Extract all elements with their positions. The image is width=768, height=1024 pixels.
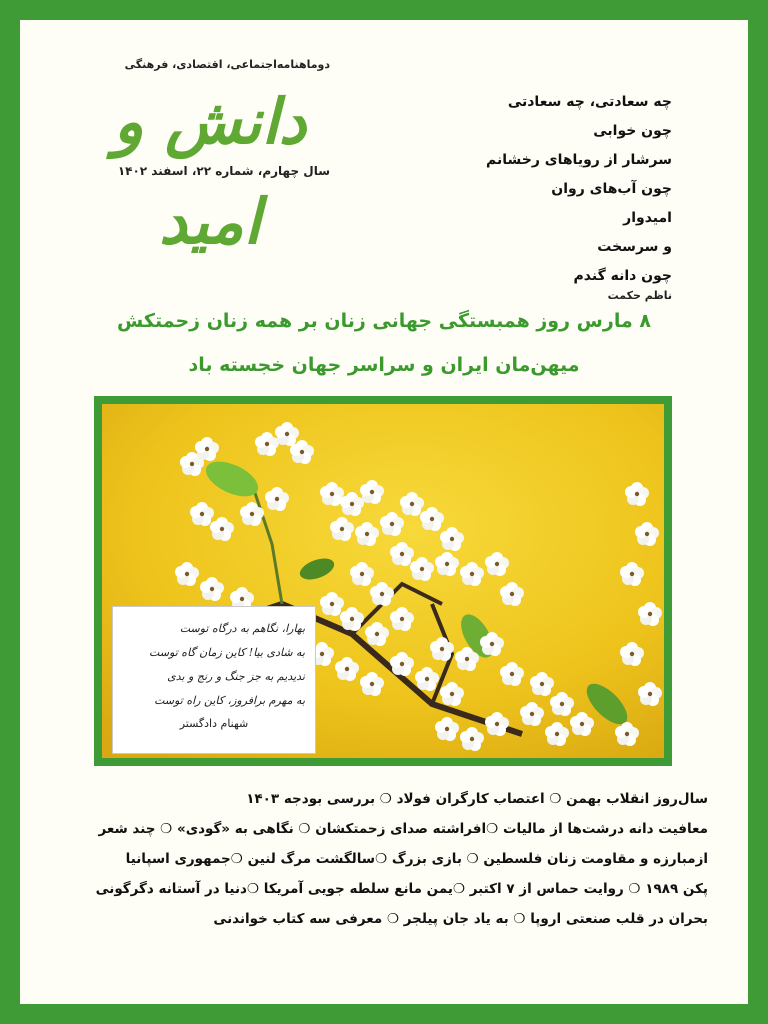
toc-line: پکن ۱۹۸۹ ❍ روایت حماس از ۷ اکتبر ❍یمن مانع سلطه جویی آمریکا ❍دنیا در آستانه دگرگونی (95, 881, 708, 897)
poem-card (112, 606, 316, 754)
poem-line: و سرسخت (597, 239, 672, 255)
masthead-tagline: دوماهنامه‌اجتماعی، اقتصادی، فرهنگی (124, 58, 330, 71)
toc-line: بحران در قلب صنعتی اروپا ❍ به یاد جان پیلجر ❍ معرفی سه کتاب خواندنی (213, 911, 708, 927)
poem-line: چه سعادتی، چه سعادتی (507, 94, 672, 110)
womens-day-subheadline: میهن‌مان ایران و سراسر جهان خجسته باد (188, 354, 580, 376)
poem-line: چون دانه گندم (573, 268, 672, 284)
womens-day-headline: ۸ مارس روز همبستگی جهانی زنان بر همه زنان زحمتکش (117, 310, 651, 332)
poem-line: چون خوابی (593, 123, 672, 139)
card-poem-author: شهنام دادگستر (179, 717, 249, 730)
table-of-contents (60, 784, 708, 934)
issue-info: سال چهارم، شماره ۲۲، اسفند ۱۴۰۲ (117, 164, 330, 178)
toc-line: معافیت دانه درشت‌ها از مالیات ❍افراشته صدای زحمتکشان ❍ نگاهی به «گودی» ❍ چند شعر (98, 821, 708, 837)
toc-line: ازمبارزه و مقاومت زنان فلسطین ❍ بازی بزرگ ❍سالگشت مرگ لنین ❍جمهوری اسپانیا (125, 851, 708, 867)
poem-line: امیدوار (623, 210, 672, 226)
card-poem-line: به مهرم برافروز، کاین راه توست (154, 694, 305, 707)
card-poem-line: ندیدیم به جز جنگ و رنج و بدی (167, 670, 305, 683)
card-poem-line: بهارا، نگاهم به درگاه توست (179, 622, 305, 635)
magazine-cover (20, 20, 748, 1004)
card-poem-line: به شادی بیا! کاین زمان گاه توست (149, 646, 305, 659)
toc-line: سال‌روز انقلاب بهمن ❍ اعتصاب کارگران فولاد ❍ بررسی بودجه ۱۴۰۳ (246, 791, 708, 807)
poem-line: چون آب‌های روان (551, 181, 672, 197)
opening-poem (472, 88, 672, 302)
magazine-logo: دانش و امید (113, 85, 307, 258)
masthead (80, 50, 350, 258)
poem-author: ناظم حکمت (607, 289, 672, 302)
poem-line: سرشار از رویاهای رخشانم (486, 152, 672, 168)
